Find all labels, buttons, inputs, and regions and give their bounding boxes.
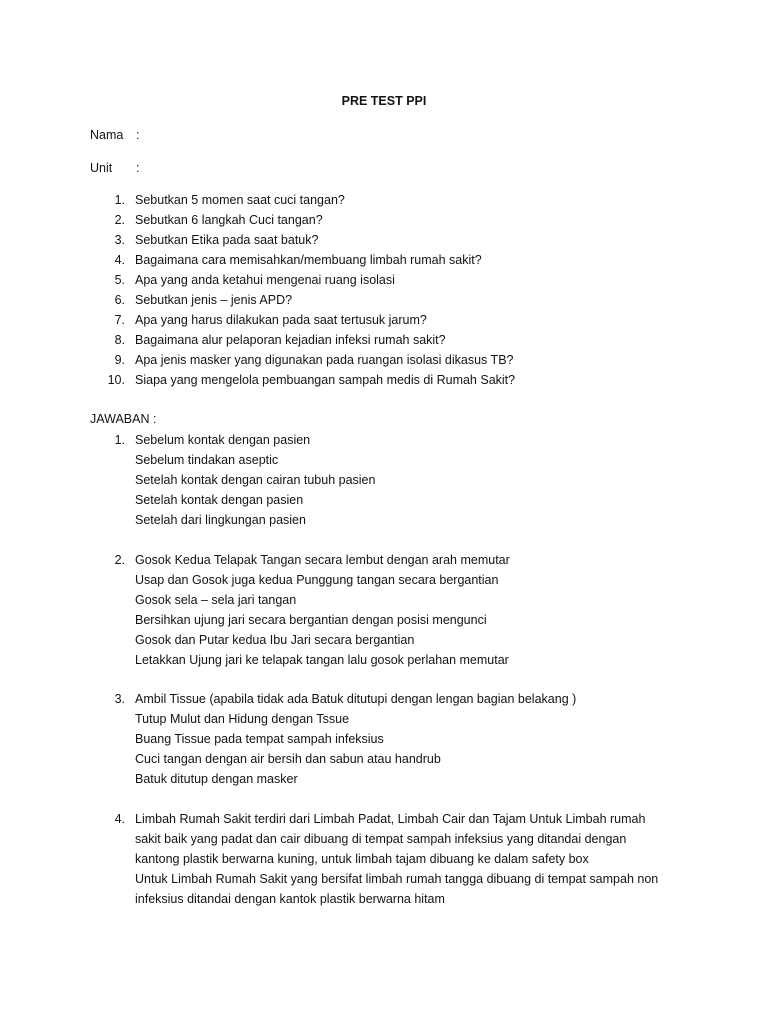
answer-text: Tutup Mulut dan Hidung dengan Tssue (135, 712, 350, 726)
question-number: 9. (114, 353, 125, 367)
question-text: Apa jenis masker yang digunakan pada ruangan isolasi dikasus TB? (135, 353, 514, 367)
answer-line (90, 630, 710, 650)
question-text: Sebutkan Etika pada saat batuk? (135, 233, 319, 247)
question-item (90, 370, 710, 390)
answer-text: infeksius ditandai dengan kantok plastik berwarna hitam (135, 892, 445, 906)
question-item (90, 290, 710, 310)
answer-line (90, 709, 710, 729)
answer-text: Gosok dan Putar kedua Ibu Jari secara bergantian (135, 633, 415, 647)
answer-text: Untuk Limbah Rumah Sakit yang bersifat limbah rumah tangga dibuang di tempat sampah non (135, 872, 659, 886)
question-number: 7. (114, 313, 125, 327)
answer-line (90, 550, 710, 570)
question-text: Siapa yang mengelola pembuangan sampah medis di Rumah Sakit? (135, 373, 516, 387)
answer-line (90, 889, 710, 909)
answer-line (90, 749, 710, 769)
answer-text: Setelah kontak dengan cairan tubuh pasien (135, 473, 376, 487)
answer-line (90, 829, 710, 849)
answer-text: Sebelum kontak dengan pasien (135, 433, 311, 447)
question-item (90, 330, 710, 350)
answer-text: Sebelum tindakan aseptic (135, 453, 279, 467)
question-item (90, 230, 710, 250)
answer-text: Usap dan Gosok juga kedua Punggung tangan secara bergantian (135, 573, 499, 587)
question-item (90, 210, 710, 230)
question-item (90, 270, 710, 290)
answer-line (90, 430, 710, 450)
question-text: Bagaimana cara memisahkan/membuang limbah rumah sakit? (135, 253, 482, 267)
answer-line (90, 610, 710, 630)
answer-line (90, 849, 710, 869)
answer-text: Setelah kontak dengan pasien (135, 493, 304, 507)
question-number: 5. (114, 273, 125, 287)
answer-line (90, 450, 710, 470)
answer-line (90, 650, 710, 670)
question-text: Sebutkan 6 langkah Cuci tangan? (135, 213, 323, 227)
unit-label: Unit (90, 161, 113, 175)
answer-text: Cuci tangan dengan air bersih dan sabun atau handrub (135, 752, 441, 766)
question-number: 2. (114, 213, 125, 227)
answer-line (90, 689, 710, 709)
question-item (90, 250, 710, 270)
answer-line (90, 490, 710, 510)
answer-number: 2. (114, 553, 125, 567)
answer-text: Setelah dari lingkungan pasien (135, 513, 306, 527)
document-title: PRE TEST PPI (341, 94, 427, 108)
question-item (90, 190, 710, 210)
answer-block-3 (90, 689, 710, 789)
answer-text: Buang Tissue pada tempat sampah infeksius (135, 732, 384, 746)
question-number: 1. (114, 193, 125, 207)
answer-line (90, 809, 710, 829)
question-number: 8. (114, 333, 125, 347)
answer-line (90, 869, 710, 889)
answer-block-1 (90, 430, 710, 530)
answer-text: Gosok Kedua Telapak Tangan secara lembut dengan arah memutar (135, 553, 510, 567)
answer-block-2 (90, 550, 710, 670)
answer-line (90, 470, 710, 490)
answer-text: Bersihkan ujung jari secara bergantian dengan posisi mengunci (135, 613, 487, 627)
answer-text: Batuk ditutup dengan masker (135, 772, 298, 786)
question-text: Apa yang harus dilakukan pada saat tertusuk jarum? (135, 313, 427, 327)
question-item (90, 310, 710, 330)
answer-number: 4. (114, 812, 125, 826)
question-number: 4. (114, 253, 125, 267)
answer-block-4 (90, 809, 710, 909)
answer-line (90, 570, 710, 590)
unit-colon: : (136, 161, 140, 175)
question-list (90, 190, 710, 390)
nama-field (90, 125, 139, 145)
answers-heading: JAWABAN : (90, 412, 157, 426)
answer-text: Ambil Tissue (apabila tidak ada Batuk ditutupi dengan lengan bagian belakang ) (135, 692, 577, 706)
answer-line (90, 769, 710, 789)
answer-number: 1. (114, 433, 125, 447)
answer-line (90, 510, 710, 530)
nama-colon: : (136, 128, 140, 142)
question-text: Sebutkan 5 momen saat cuci tangan? (135, 193, 345, 207)
question-number: 10. (107, 373, 125, 387)
answer-text: kantong plastik berwarna kuning, untuk limbah tajam dibuang ke dalam safety box (135, 852, 589, 866)
answer-number: 3. (114, 692, 125, 706)
question-number: 6. (114, 293, 125, 307)
answer-text: Limbah Rumah Sakit terdiri dari Limbah Padat, Limbah Cair dan Tajam Untuk Limbah rumah (135, 812, 646, 826)
question-number: 3. (114, 233, 125, 247)
question-text: Apa yang anda ketahui mengenai ruang isolasi (135, 273, 395, 287)
unit-field (90, 158, 139, 178)
answer-text: sakit baik yang padat dan cair dibuang di tempat sampah infeksius yang ditandai dengan (135, 832, 627, 846)
answer-line (90, 729, 710, 749)
nama-label: Nama (90, 128, 124, 142)
question-text: Bagaimana alur pelaporan kejadian infeksi rumah sakit? (135, 333, 446, 347)
question-text: Sebutkan jenis – jenis APD? (135, 293, 293, 307)
answer-line (90, 590, 710, 610)
answer-text: Gosok sela – sela jari tangan (135, 593, 297, 607)
answer-text: Letakkan Ujung jari ke telapak tangan lalu gosok perlahan memutar (135, 653, 509, 667)
question-item (90, 350, 710, 370)
